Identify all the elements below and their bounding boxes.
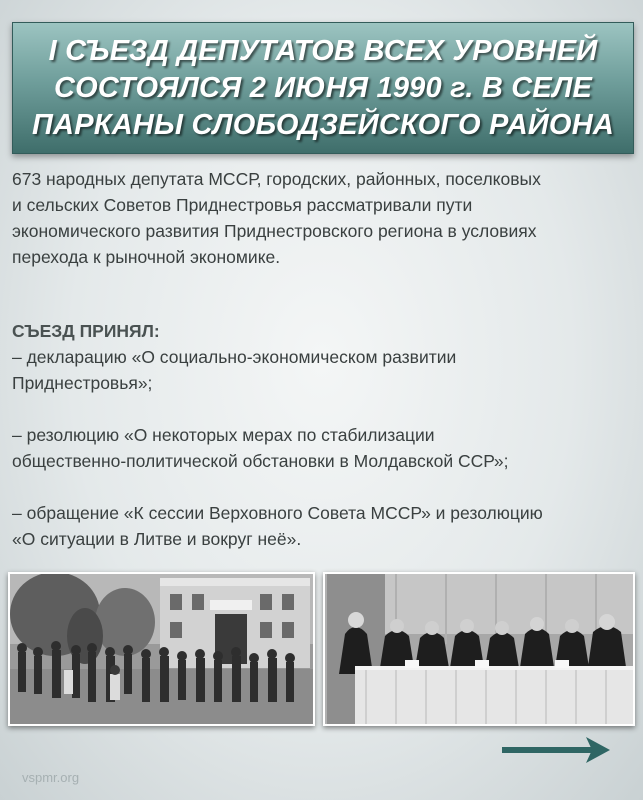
presidium-photo [323,572,635,726]
intro-line: экономического развития Приднестровского региона в условиях [12,221,537,241]
site-url: vspmr.org [22,770,80,785]
arrow-right-icon[interactable] [502,735,610,765]
intro-line: и сельских Советов Приднестровья рассматривали пути [12,195,473,215]
page-title [22,33,624,144]
decision-line: общественно-политической обстановки в Молдавской ССР»; [12,451,509,471]
decision-line: – декларацию «О социально-экономическом развитии [12,347,457,367]
crowd-photo [8,572,315,726]
decision-item [12,500,632,552]
decision-line: – резолюцию «О некоторых мерах по стабилизации [12,425,435,445]
decision-line: – обращение «К сессии Верховного Совета МССР» и резолюцию [12,503,543,523]
title-line: I СЪЕЗД ДЕПУТАТОВ ВСЕХ УРОВНЕЙ [48,34,598,67]
intro-line: 673 народных депутата МССР, городских, районных, поселковых [12,169,541,189]
title-banner [12,22,634,154]
decision-item [12,422,632,474]
congress-decisions [12,318,632,552]
decision-item [12,344,632,396]
intro-paragraph [12,166,632,270]
intro-line: перехода к рыночной экономике. [12,247,281,267]
decisions-heading: СЪЕЗД ПРИНЯЛ: [12,321,160,341]
title-line: СОСТОЯЛСЯ 2 ИЮНЯ 1990 г. В СЕЛЕ [53,71,592,104]
title-line: ПАРКАНЫ СЛОБОДЗЕЙСКОГО РАЙОНА [32,108,614,141]
decision-line: Приднестровья»; [12,373,153,393]
decision-line: «О ситуации в Литве и вокруг неё». [12,529,302,549]
